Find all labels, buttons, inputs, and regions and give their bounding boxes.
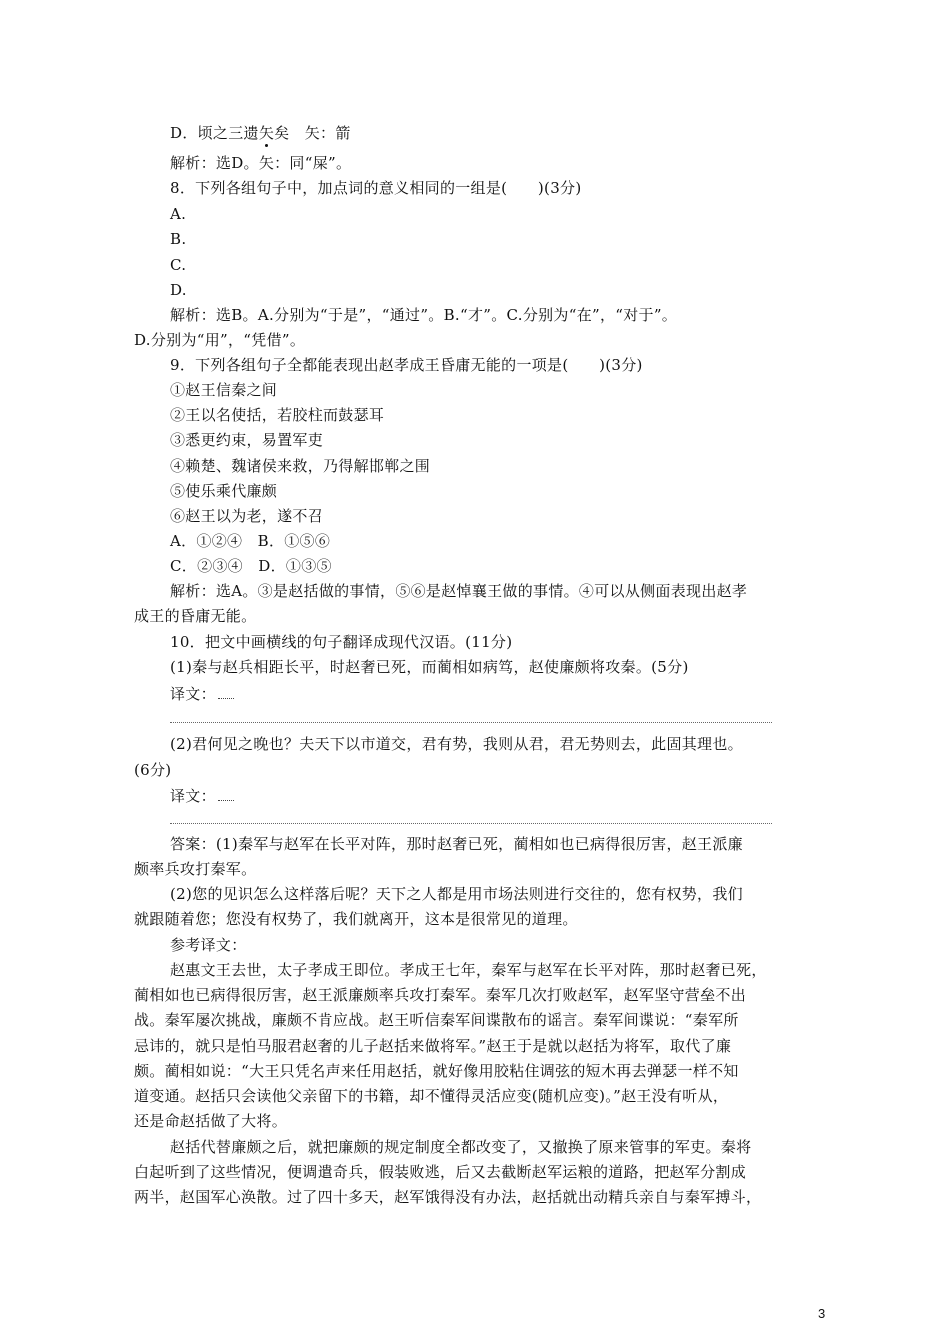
reference-line-10: 两半，赵国军心涣散。过了四十多天，赵军饿得没有办法，赵括就出动精兵亲自与秦军搏斗， xyxy=(134,1188,762,1206)
reference-translation-title: 参考译文： xyxy=(170,936,247,954)
answer-blank[interactable] xyxy=(218,788,234,801)
q8-option-d: D. xyxy=(170,281,187,299)
reference-line-8: 赵括代替廉颇之后，就把廉颇的规定制度全都改变了，又撤换了原来管事的军吏。秦将 xyxy=(170,1138,752,1156)
q10-translation-label-2 xyxy=(170,786,234,806)
reference-line-4: 忌讳的，就只是怕马服君赵奢的儿子赵括来做将军。”赵王于是就以赵括为将军，取代了廉 xyxy=(134,1037,732,1055)
translation-label-text: 译文： xyxy=(170,787,216,805)
answer-line-a2: 颇率兵攻打秦军。 xyxy=(134,860,257,878)
answer-line-a4: 就跟随着您；您没有权势了，我们就离开，这本是很常见的道理。 xyxy=(134,910,578,928)
reference-line-1: 赵惠文王去世，太子孝成王即位。孝成王七年，秦军与赵军在长平对阵，那时赵奢已死， xyxy=(170,961,767,979)
answer-line-2[interactable] xyxy=(170,823,772,824)
page-number: 3 xyxy=(818,1306,826,1321)
reference-line-5: 颇。蔺相如说：“大王只凭名声来任用赵括，就好像用胶粘住调弦的短木再去弹瑟一样不知 xyxy=(134,1062,739,1080)
q9-sentence-2: ②王以名使括，若胶柱而鼓瑟耳 xyxy=(170,406,385,424)
q8-analysis-line-1: 解析：选B。A.分别为“于是”，“通过”。B.“才”。C.分别为“在”，“对于”。 xyxy=(170,306,678,324)
q9-analysis-line-2: 成王的昏庸无能。 xyxy=(134,607,257,625)
q9-options-cd: C．②③④ D．①③⑤ xyxy=(170,557,332,575)
q9-sentence-3: ③悉更约束，易置军吏 xyxy=(170,431,324,449)
q10-part-2-line-2: (6分) xyxy=(134,761,172,779)
translation-label-text: 译文： xyxy=(170,685,216,703)
q9-options-ab: A．①②④ B．①⑤⑥ xyxy=(170,532,331,550)
q7-option-d xyxy=(170,123,351,143)
q8-option-c: C. xyxy=(170,256,187,274)
q9-sentence-6: ⑥赵王以为老，遂不召 xyxy=(170,507,324,525)
q10-translation-label-1 xyxy=(170,684,234,704)
q10-part-2-line-1: (2)君何见之晚也？夫天下以市道交，君有势，我则从君，君无势则去，此固其理也。 xyxy=(170,735,743,753)
q7-option-d-pre: D．顷之三遗 xyxy=(170,124,259,142)
q8-analysis-line-2: D.分别为“用”，“凭借”。 xyxy=(134,331,306,349)
reference-line-6: 道变通。赵括只会读他父亲留下的书籍，却不懂得灵活应变(随机应变)。”赵王没有听从， xyxy=(134,1087,729,1105)
q9-sentence-5: ⑤使乐乘代廉颇 xyxy=(170,482,278,500)
q9-stem: 9．下列各组句子全都能表现出赵孝成王昏庸无能的一项是( )(3分) xyxy=(170,356,643,374)
q10-part-1: (1)秦与赵兵相距长平，时赵奢已死，而蔺相如病笃，赵使廉颇将攻秦。(5分) xyxy=(170,658,689,676)
reference-line-9: 白起听到了这些情况，便调遣奇兵，假装败逃，后又去截断赵军运粮的道路，把赵军分割成 xyxy=(134,1163,747,1181)
q8-option-b: B. xyxy=(170,230,187,248)
q9-sentence-4: ④赖楚、魏诸侯来救，乃得解邯郸之围 xyxy=(170,457,431,475)
answer-line-1[interactable] xyxy=(170,722,772,723)
q10-stem: 10．把文中画横线的句子翻译成现代汉语。(11分) xyxy=(170,633,513,651)
q9-analysis-line-1: 解析：选A。③是赵括做的事情，⑤⑥是赵悼襄王做的事情。④可以从侧面表现出赵孝 xyxy=(170,582,748,600)
q9-sentence-1: ①赵王信秦之间 xyxy=(170,381,278,399)
answer-line-a1: 答案：(1)秦军与赵军在长平对阵，那时赵奢已死，蔺相如也已病得很厉害，赵王派廉 xyxy=(170,835,743,853)
reference-line-7: 还是命赵括做了大将。 xyxy=(134,1112,288,1130)
q8-option-a: A. xyxy=(170,205,187,223)
answer-line-a3: (2)您的见识怎么这样落后呢？天下之人都是用市场法则进行交往的，您有权势，我们 xyxy=(170,885,743,903)
q7-analysis: 解析：选D。矢：同“屎”。 xyxy=(170,154,352,172)
reference-line-2: 蔺相如也已病得很厉害，赵王派廉颇率兵攻打秦军。秦军几次打败赵军，赵军坚守营垒不出 xyxy=(134,986,747,1004)
q7-option-d-post: 矣 矢：箭 xyxy=(274,124,351,142)
answer-blank[interactable] xyxy=(218,686,234,699)
q7-option-d-dotted-char: 矢 xyxy=(258,124,275,142)
reference-line-3: 战。秦军屡次挑战，廉颇不肯应战。赵王听信秦军间谍散布的谣言。秦军间谍说：“秦军所 xyxy=(134,1011,739,1029)
q8-stem: 8．下列各组句子中，加点词的意义相同的一组是( )(3分) xyxy=(170,179,582,197)
